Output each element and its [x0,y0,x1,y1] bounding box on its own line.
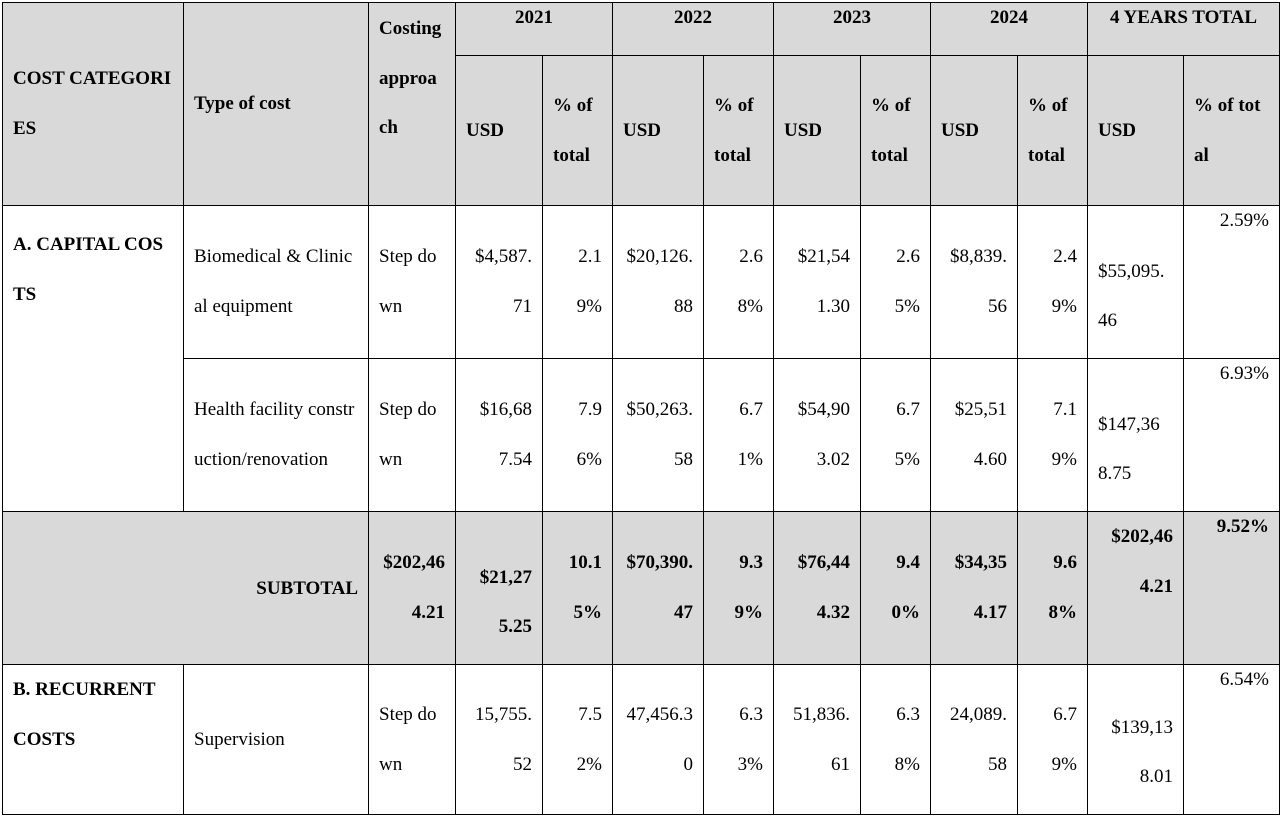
header-year-2022: 2022 [613,3,774,56]
header-four-years-total: 4 YEARS TOTAL [1088,3,1280,56]
usd-2021-cell: $16,687.54 [456,359,543,512]
header-type-of-cost: Type of cost [184,3,369,206]
usd-2021-cell: $4,587.71 [456,206,543,359]
pct-2022-cell: 2.68% [704,206,774,359]
subtotal-approach-value: $202,464.21 [369,512,456,665]
header-usd-2021: USD [456,56,543,206]
pct-2023-cell: 2.65% [861,206,931,359]
usd-2023-cell: $54,903.02 [774,359,861,512]
cost-table [2,2,1280,815]
pct-2023-cell: 6.38% [861,665,931,815]
pct-2024-cell: 6.79% [1018,665,1088,815]
header-costing-approach: Costing approach [369,3,456,206]
usd-2022-cell: $20,126.88 [613,206,704,359]
header-pct-total: % of total [1184,56,1280,206]
subtotal-usd-total: $202,464.21 [1088,512,1184,665]
subtotal-pct-2024: 9.68% [1018,512,1088,665]
pct-total-cell: 6.54% [1184,665,1280,815]
header-cost-categories: COST CATEGORIES [3,3,184,206]
table-row [3,206,1280,359]
costing-approach-cell: Step down [369,359,456,512]
usd-total-cell: $139,138.01 [1088,665,1184,815]
usd-2024-cell: $25,514.60 [931,359,1018,512]
type-of-cost-cell: Health facility construction/renovation [184,359,369,512]
subtotal-pct-2021: 10.15% [543,512,613,665]
costing-approach-cell: Step down [369,206,456,359]
category-capital-costs: A. CAPITAL COSTS [3,206,184,512]
pct-2021-cell: 7.96% [543,359,613,512]
subtotal-pct-2022: 9.39% [704,512,774,665]
usd-2024-cell: 24,089.58 [931,665,1018,815]
header-year-2021: 2021 [456,3,613,56]
subtotal-usd-2024: $34,354.17 [931,512,1018,665]
subtotal-usd-2022: $70,390.47 [613,512,704,665]
header-pct-2021: % of total [543,56,613,206]
header-pct-2023: % of total [861,56,931,206]
header-usd-total: USD [1088,56,1184,206]
usd-2021-cell: 15,755.52 [456,665,543,815]
pct-2021-cell: 7.52% [543,665,613,815]
pct-2021-cell: 2.19% [543,206,613,359]
pct-2024-cell: 7.19% [1018,359,1088,512]
table-row [3,665,1280,815]
type-of-cost-cell: Supervision [184,665,369,815]
header-pct-2022: % of total [704,56,774,206]
usd-2023-cell: 51,836.61 [774,665,861,815]
pct-total-cell: 2.59% [1184,206,1280,359]
usd-2022-cell: $50,263.58 [613,359,704,512]
pct-2023-cell: 6.75% [861,359,931,512]
header-usd-2022: USD [613,56,704,206]
usd-2024-cell: $8,839.56 [931,206,1018,359]
subtotal-usd-2021: $21,275.25 [456,512,543,665]
category-recurrent-costs: B. RECURRENT COSTS [3,665,184,815]
header-year-2024: 2024 [931,3,1088,56]
pct-total-cell: 6.93% [1184,359,1280,512]
header-year-2023: 2023 [774,3,931,56]
table-row [3,359,1280,512]
usd-total-cell: $147,368.75 [1088,359,1184,512]
usd-2022-cell: 47,456.30 [613,665,704,815]
subtotal-usd-2023: $76,444.32 [774,512,861,665]
subtotal-row [3,512,1280,665]
usd-2023-cell: $21,541.30 [774,206,861,359]
pct-2022-cell: 6.33% [704,665,774,815]
pct-2024-cell: 2.49% [1018,206,1088,359]
costing-approach-cell: Step down [369,665,456,815]
pct-2022-cell: 6.71% [704,359,774,512]
usd-total-cell: $55,095.46 [1088,206,1184,359]
header-usd-2024: USD [931,56,1018,206]
subtotal-pct-total: 9.52% [1184,512,1280,665]
type-of-cost-cell: Biomedical & Clinical equipment [184,206,369,359]
subtotal-pct-2023: 9.40% [861,512,931,665]
header-pct-2024: % of total [1018,56,1088,206]
header-usd-2023: USD [774,56,861,206]
subtotal-label: SUBTOTAL [3,512,369,665]
